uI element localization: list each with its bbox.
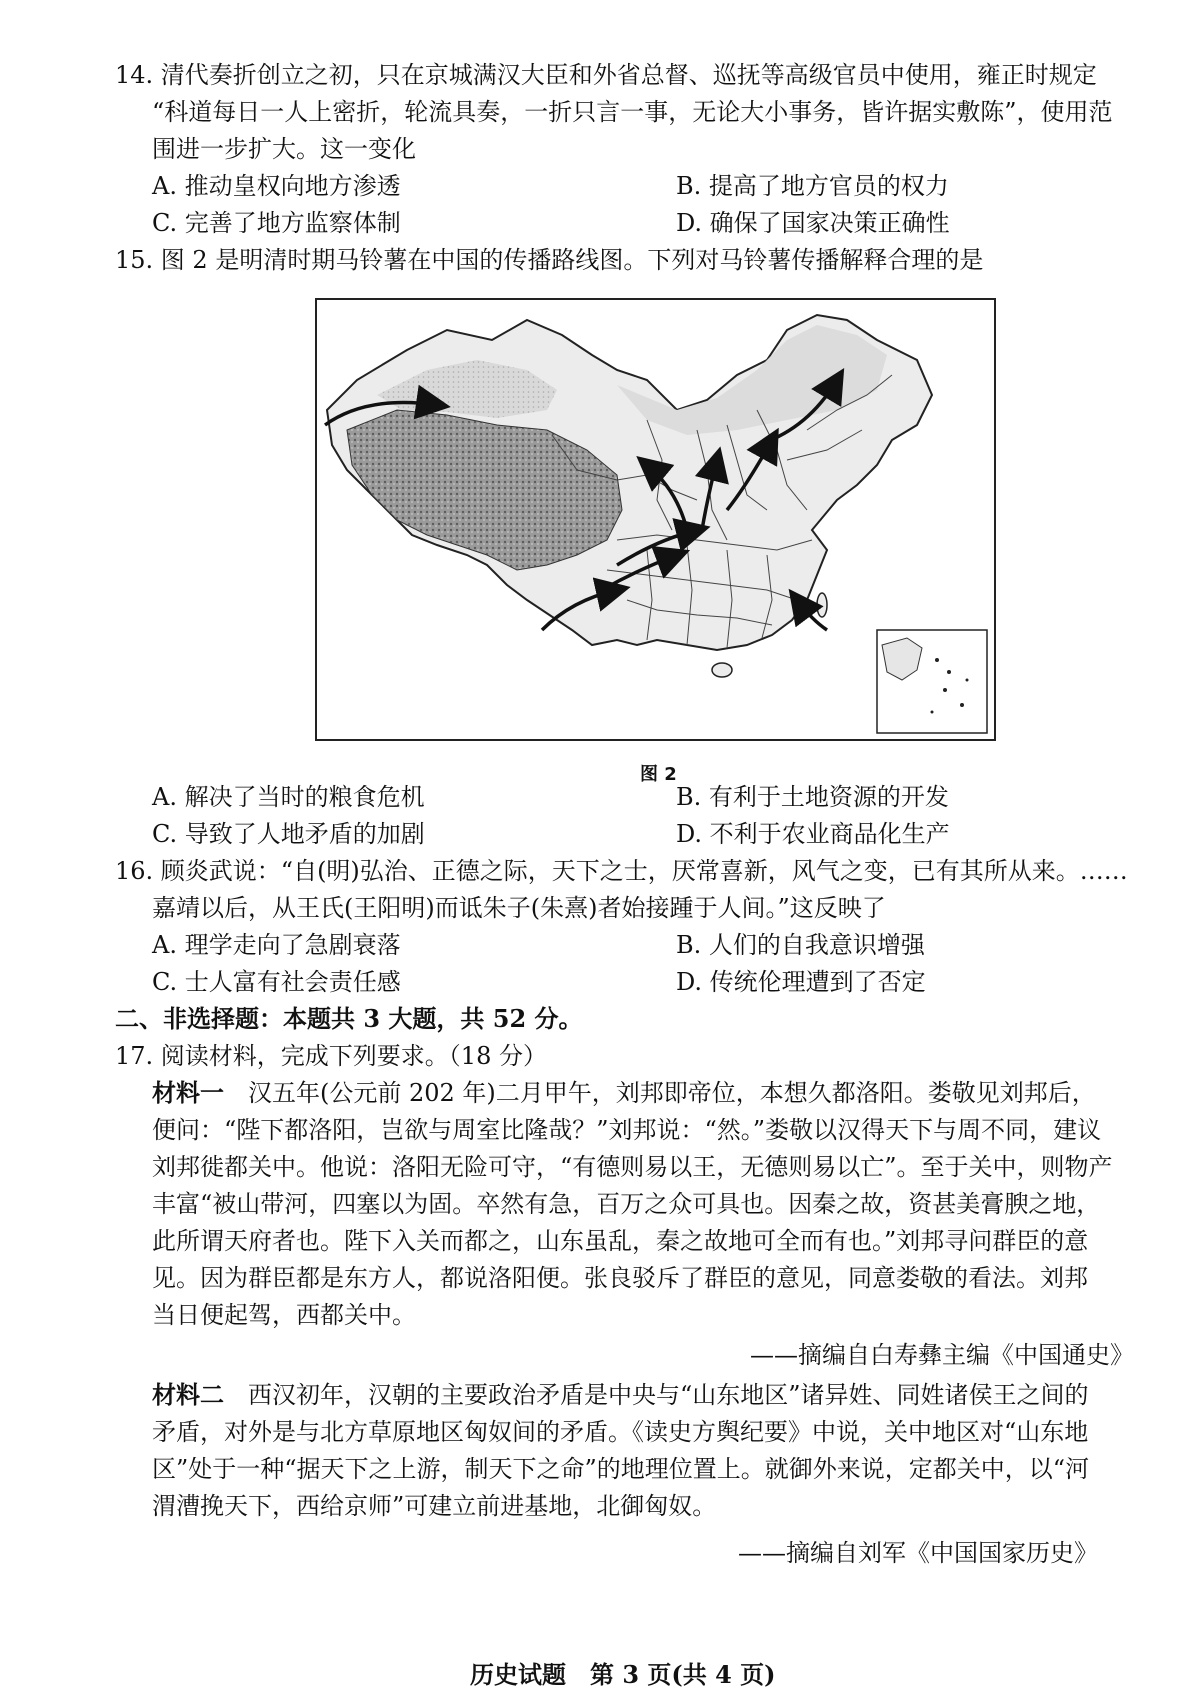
material1-line-3: 刘邦徙都关中。他说：洛阳无险可守，“有德则易以王，无德则易以亡”。至于关中，则物产: [152, 1153, 1113, 1181]
material1-line-4: 丰富“被山带河，四塞以为固。卒然有急，百万之众可具也。因秦之故，资甚美膏腴之地，: [152, 1190, 1101, 1218]
q16-option-d: D. 传统伦理遭到了否定: [676, 968, 926, 996]
q15-option-c: C. 导致了人地矛盾的加剧: [152, 820, 425, 848]
material2-text-1: 西汉初年，汉朝的主要政治矛盾是中央与“山东地区”诸异姓、同姓诸侯王之间的: [248, 1381, 1089, 1409]
material1-line-5: 此所谓天府者也。陛下入关而都之，山东虽乱，秦之故地可全而有也。”刘邦寻问群臣的意: [152, 1227, 1089, 1255]
material1-label: 材料一: [152, 1079, 224, 1107]
q16-option-a: A. 理学走向了急剧衰落: [152, 931, 401, 959]
china-map-illustration: [317, 300, 994, 739]
q14-line-1: 14. 清代奏折创立之初，只在京城满汉大臣和外省总督、巡抚等高级官员中使用，雍正时规定: [115, 61, 1097, 89]
material1-text-1: 汉五年(公元前 202 年)二月甲午，刘邦即帝位，本想久都洛阳。娄敬见刘邦后，: [248, 1079, 1096, 1107]
material1-line-1: [152, 1078, 1096, 1108]
q14-option-a: A. 推动皇权向地方渗透: [152, 172, 401, 200]
q16-line-2: 嘉靖以后，从王氏(王阳明)而诋朱子(朱熹)者始接踵于人间。”这反映了: [152, 894, 886, 922]
page-footer: 历史试题 第 3 页(共 4 页): [470, 1660, 776, 1689]
material2-label: 材料二: [152, 1381, 224, 1409]
q15-option-b: B. 有利于土地资源的开发: [676, 783, 949, 811]
hainan-island: [712, 663, 732, 677]
material2-line-4: 渭漕挽天下，西给京师”可建立前进基地，北御匈奴。: [152, 1492, 717, 1520]
q16-option-c: C. 士人富有社会责任感: [152, 968, 401, 996]
material1-line-7: 当日便起驾，西都关中。: [152, 1301, 416, 1329]
taiwan-island: [817, 593, 827, 617]
potato-spread-map: [315, 298, 996, 741]
q14-line-2: “科道每日一人上密折，轮流具奏，一折只言一事，无论大小事务，皆许据实敷陈”，使用范: [152, 98, 1113, 126]
q14-option-d: D. 确保了国家决策正确性: [676, 209, 950, 237]
material2-line-1: [152, 1380, 1089, 1410]
q14-option-b: B. 提高了地方官员的权力: [676, 172, 949, 200]
figure-caption: 图 2: [640, 764, 677, 785]
material2-line-3: 区”处于一种“据天下之上游，制天下之命”的地理位置上。就御外来说，定都关中，以“河: [152, 1455, 1090, 1483]
q15-option-d: D. 不利于农业商品化生产: [676, 820, 950, 848]
q16-line-1: 16. 顾炎武说：“自(明)弘治、正德之际，天下之士，厌常喜新，风气之变，已有其所从来。……: [115, 857, 1128, 885]
material2-line-2: 矛盾，对外是与北方草原地区匈奴间的矛盾。《读史方舆纪要》中说，关中地区对“山东地: [152, 1418, 1089, 1446]
material1-source: ——摘编自白寿彝主编《中国通史》: [750, 1341, 1134, 1369]
q14-option-c: C. 完善了地方监察体制: [152, 209, 401, 237]
q15-option-a: A. 解决了当时的粮食危机: [152, 783, 425, 811]
section-heading: 二、非选择题：本题共 3 大题，共 52 分。: [115, 1004, 583, 1033]
material2-source: ——摘编自刘军《中国国家历史》: [738, 1539, 1098, 1567]
material1-line-2: 便问：“陛下都洛阳，岂欲与周室比隆哉？”刘邦说：“然。”娄敬以汉得天下与周不同，建议: [152, 1116, 1102, 1144]
q15-stem: 15. 图 2 是明清时期马铃薯在中国的传播路线图。下列对马铃薯传播解释合理的是: [115, 246, 984, 274]
q16-option-b: B. 人们的自我意识增强: [676, 931, 925, 959]
q17-stem: 17. 阅读材料，完成下列要求。（18 分）: [115, 1042, 547, 1070]
material1-line-6: 见。因为群臣都是东方人，都说洛阳便。张良驳斥了群臣的意见，同意娄敬的看法。刘邦: [152, 1264, 1088, 1292]
q14-line-3: 围进一步扩大。这一变化: [152, 135, 416, 163]
